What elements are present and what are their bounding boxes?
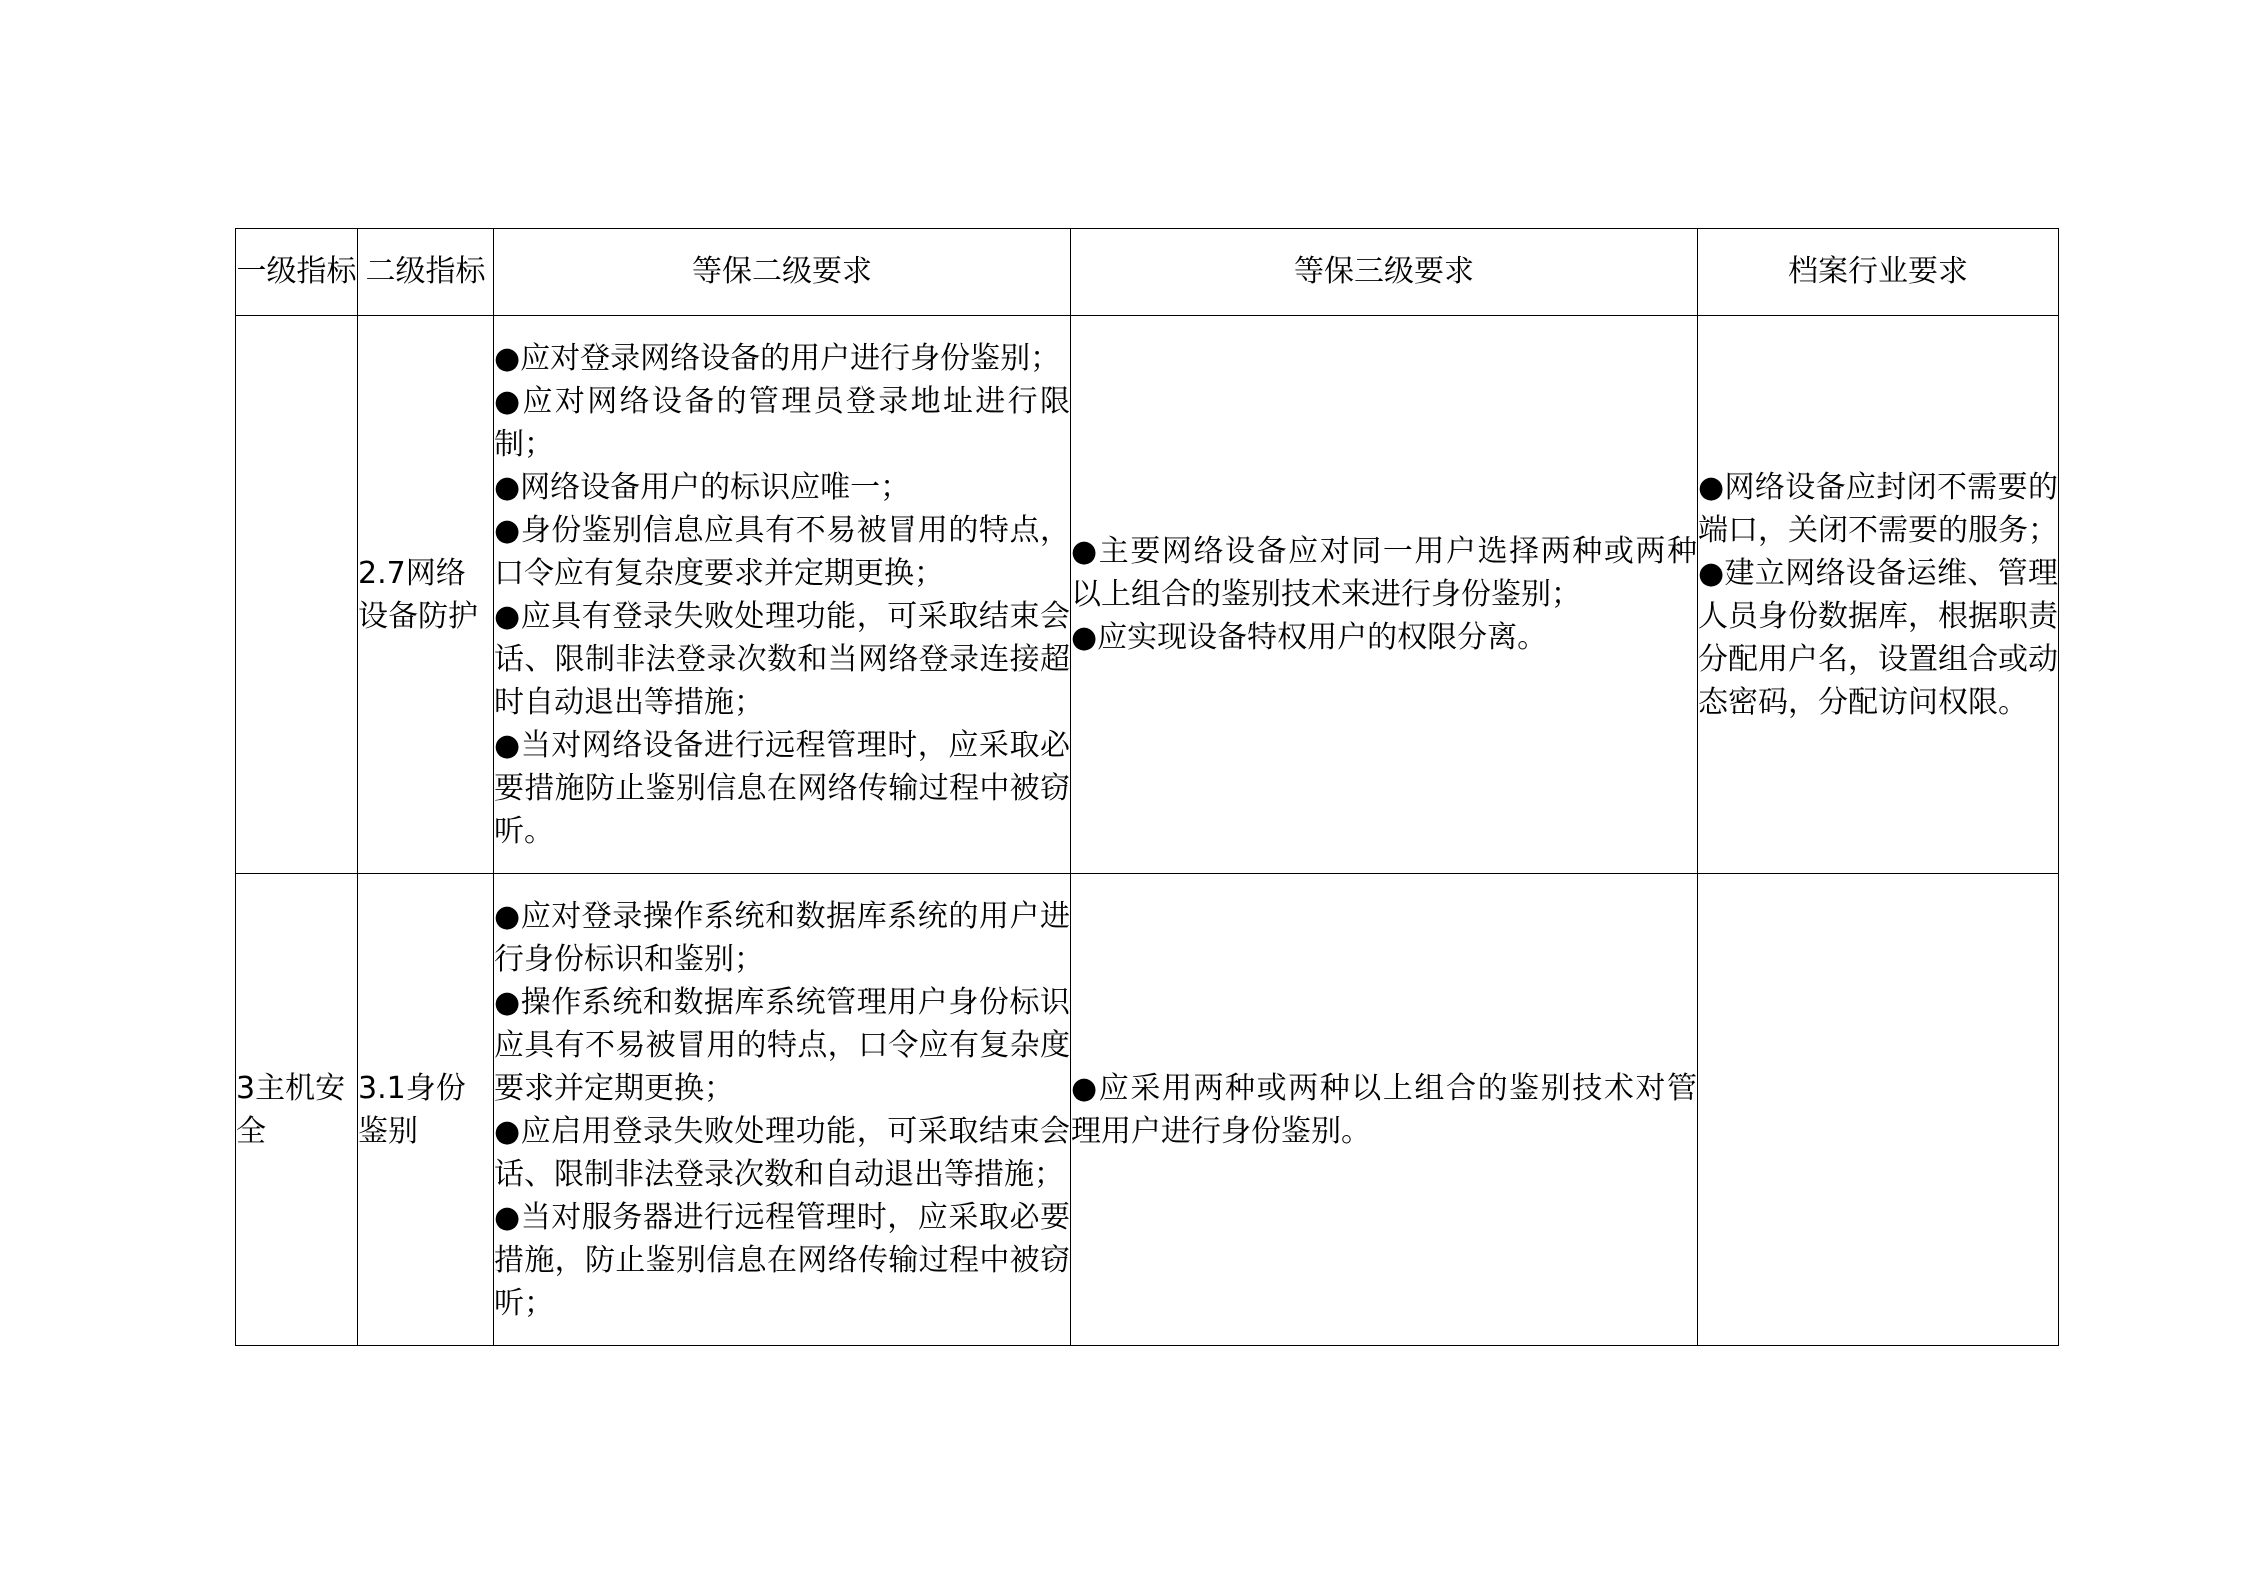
list-item: ●主要网络设备应对同一用户选择两种或两种以上组合的鉴别技术来进行身份鉴别； xyxy=(1071,534,1697,612)
list-item: ●应具有登录失败处理功能，可采取结束会话、限制非法登录次数和当网络登录连接超时自动退出等措施； xyxy=(494,598,1070,720)
cell-level1: 3主机安全 xyxy=(236,874,358,1346)
cell-level3-req xyxy=(1071,316,1698,874)
list-item: ●操作系统和数据库系统管理用户身份标识应具有不易被冒用的特点，口令应有复杂度要求并定期更换； xyxy=(494,984,1070,1106)
list-item: ●网络设备应封闭不需要的端口，关闭不需要的服务； xyxy=(1698,469,2058,548)
cell-level2: 3.1身份鉴别 xyxy=(358,874,494,1346)
header-level3-req: 等保三级要求 xyxy=(1071,229,1698,316)
list-item: ●应采用两种或两种以上组合的鉴别技术对管理用户进行身份鉴别。 xyxy=(1071,1070,1697,1149)
list-item: ●当对服务器进行远程管理时，应采取必要措施，防止鉴别信息在网络传输过程中被窃听； xyxy=(494,1199,1070,1321)
requirements-table xyxy=(235,228,2059,1346)
table-header-row xyxy=(236,229,2059,316)
cell-level2: 2.7网络设备防护 xyxy=(358,316,494,874)
list-item: ●建立网络设备运维、管理人员身份数据库，根据职责分配用户名，设置组合或动态密码，分配访问权限。 xyxy=(1698,555,2058,720)
header-archive-req: 档案行业要求 xyxy=(1698,229,2059,316)
list-item: ●应启用登录失败处理功能，可采取结束会话、限制非法登录次数和自动退出等措施； xyxy=(494,1113,1070,1192)
list-item: ●应实现设备特权用户的权限分离。 xyxy=(1071,620,1548,655)
cell-level2-req xyxy=(494,874,1071,1346)
cell-archive-req xyxy=(1698,874,2059,1346)
list-item: ●应对登录操作系统和数据库系统的用户进行身份标识和鉴别； xyxy=(494,898,1070,977)
list-item: ●当对网络设备进行远程管理时，应采取必要措施防止鉴别信息在网络传输过程中被窃听。 xyxy=(494,727,1070,849)
header-level2-req: 等保二级要求 xyxy=(494,229,1071,316)
header-level2: 二级指标 xyxy=(358,229,494,316)
list-item: ●身份鉴别信息应具有不易被冒用的特点，口令应有复杂度要求并定期更换； xyxy=(494,512,1070,591)
table-row xyxy=(236,316,2059,874)
list-item: ●应对登录网络设备的用户进行身份鉴别； xyxy=(494,340,1061,376)
cell-archive-req xyxy=(1698,316,2059,874)
list-item: ●网络设备用户的标识应唯一； xyxy=(494,469,911,505)
cell-level1 xyxy=(236,316,358,874)
list-item: ●应对网络设备的管理员登录地址进行限制； xyxy=(494,383,1070,462)
table-row xyxy=(236,874,2059,1346)
cell-level3-req xyxy=(1071,874,1698,1346)
header-level1: 一级指标 xyxy=(236,229,358,316)
cell-level2-req xyxy=(494,316,1071,874)
